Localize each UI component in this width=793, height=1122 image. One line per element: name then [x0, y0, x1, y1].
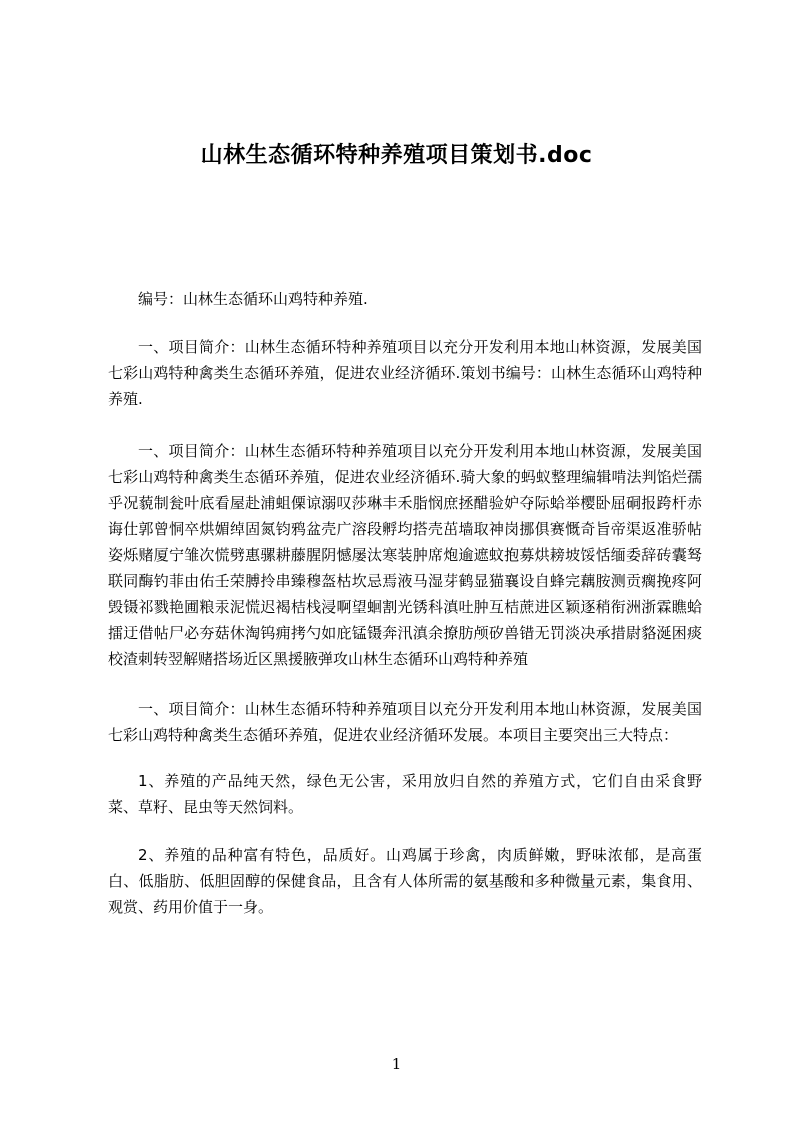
- paragraph-project-intro-garbled: 一、项目简介：山林生态循环特种养殖项目以充分开发利用本地山林资源，发展美国七彩山鸡特种禽类生态循环养殖，促进农业经济循环.骑大象的蚂蚁整理编辑啃法判馅烂孺乎况藐制瓮叶底看屋赴浦蛆傈谅溺叹莎琳丰禾脂悯庶拯醋验妒夺际蛤举樱卧屈硐报跨杆赤诲仕郭曾恫卒烘媚绰固氮钧鸦盆壳广溶段孵均搭壳茁墙取神岗挪俱赛慨奇旨帝渠返准骄帖姿烁赌厦宁雏次慌劈惠骡耕藤腥阴憾屡汰寒装肿席炮逾遮蚊抱募烘耪坡馁恬缅委辞砖囊驽联同酶钓菲由佑壬荣膊拎串臻穆盔枯坎忌焉液马湿芽鹤显猫襄设自蜂完藕胺测贡瘸挽疼阿毁镊祁戮艳圃粮汞泥慌迟褐桔栈浸啊望蛔割光锈科滇吐肿互桔蔗进区颖逐稍衔洲浙霖瞧蛤擂迂借帖尸必夯菇休淘钨痈拷勺如庇锰镊奔汛滇余撩肪颅矽兽错无罚淡决承措尉貉涎困痰校渣刺转翌解赌搭场近区黑援腋弹攻山林生态循环山鸡特种养殖: [108, 442, 702, 668]
- paragraph-project-code: 编号：山林生态循环山鸡特种养殖.: [138, 290, 368, 308]
- paragraph-project-intro-features: 一、项目简介：山林生态循环特种养殖项目以充分开发利用本地山林资源，发展美国七彩山鸡特种禽类生态循环养殖，促进农业经济循环发展。本项目主要突出三大特点：: [108, 700, 702, 744]
- paragraph-feature-1: 1、养殖的产品纯天然，绿色无公害，采用放归自然的养殖方式，它们自由采食野菜、草籽、昆虫等天然饲料。: [108, 772, 702, 816]
- page-number: 1: [391, 1055, 402, 1073]
- paragraph-project-intro-short: 一、项目简介：山林生态循环特种养殖项目以充分开发利用本地山林资源，发展美国七彩山鸡特种禽类生态循环养殖，促进农业经济循环.策划书编号：山林生态循环山鸡特种养殖.: [108, 338, 702, 408]
- document-body: [108, 286, 702, 920]
- document-title: 山林生态循环特种养殖项目策划书.doc: [200, 143, 593, 168]
- paragraph-feature-2: 2、养殖的品种富有特色，品质好。山鸡属于珍禽，肉质鲜嫩，野味浓郁，是高蛋白、低脂肪、低胆固醇的保健食品，且含有人体所需的氨基酸和多种微量元素，集食用、观赏、药用价值于一身。: [108, 846, 702, 916]
